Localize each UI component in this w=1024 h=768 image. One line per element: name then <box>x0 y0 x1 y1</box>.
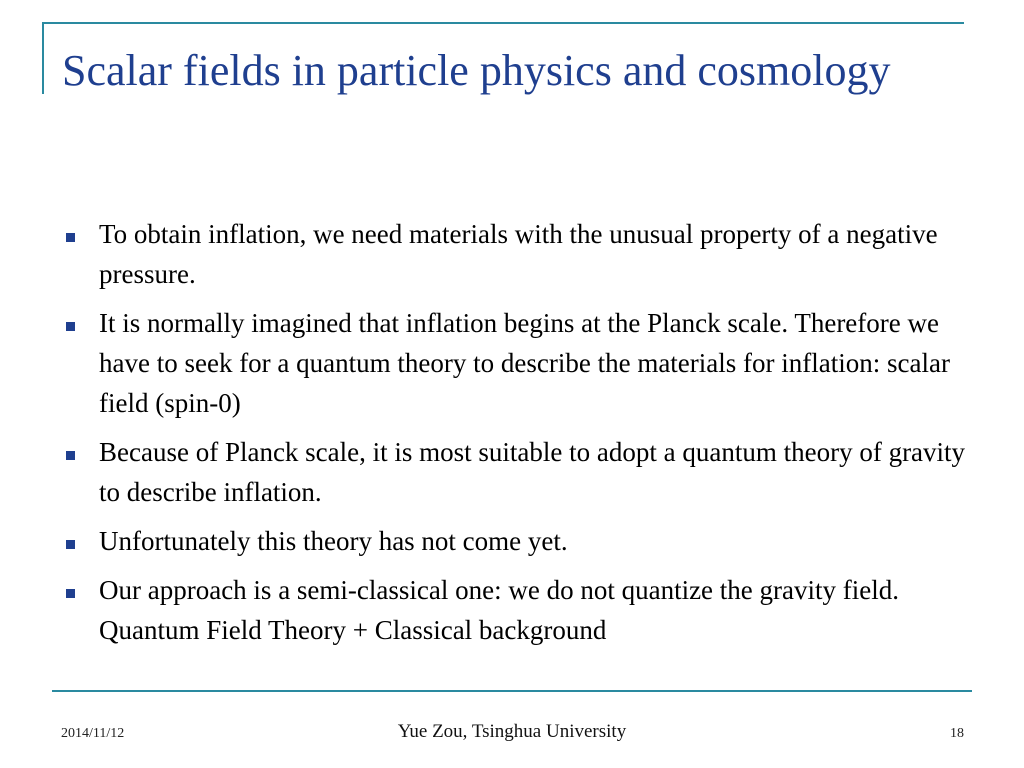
square-bullet-icon <box>66 589 75 598</box>
bullet-text: Our approach is a semi-classical one: we do not quantize the gravity field. Quantum Field Theory + Classical background <box>99 575 899 645</box>
bullet-item <box>62 432 982 512</box>
footer-author: Yue Zou, Tsinghua University <box>397 721 627 742</box>
bullet-item <box>62 521 982 561</box>
square-bullet-icon <box>66 451 75 460</box>
bullet-text: Because of Planck scale, it is most suitable to adopt a quantum theory of gravity to describe inflation. <box>99 437 966 507</box>
bullet-item <box>62 214 982 294</box>
bullet-text: Unfortunately this theory has not come yet. <box>99 526 568 556</box>
bullet-text: To obtain inflation, we need materials with the unusual property of a negative pressure. <box>99 219 938 289</box>
bullet-item <box>62 570 982 650</box>
bullet-text: It is normally imagined that inflation begins at the Planck scale. Therefore we have to seek for a quantum theory to describe the materials for inflation: scalar field (spin-0) <box>99 308 950 418</box>
slide-title: Scalar fields in particle physics and cosmology <box>62 46 891 95</box>
square-bullet-icon <box>66 322 75 331</box>
footer-date: 2014/11/12 <box>61 726 125 741</box>
footer-rule <box>52 690 972 692</box>
page-number: 18 <box>950 726 964 741</box>
square-bullet-icon <box>66 540 75 549</box>
bullet-item <box>62 303 982 423</box>
bullet-list <box>62 214 982 659</box>
square-bullet-icon <box>66 233 75 242</box>
top-rule <box>42 22 964 24</box>
left-accent-rule <box>42 22 44 94</box>
